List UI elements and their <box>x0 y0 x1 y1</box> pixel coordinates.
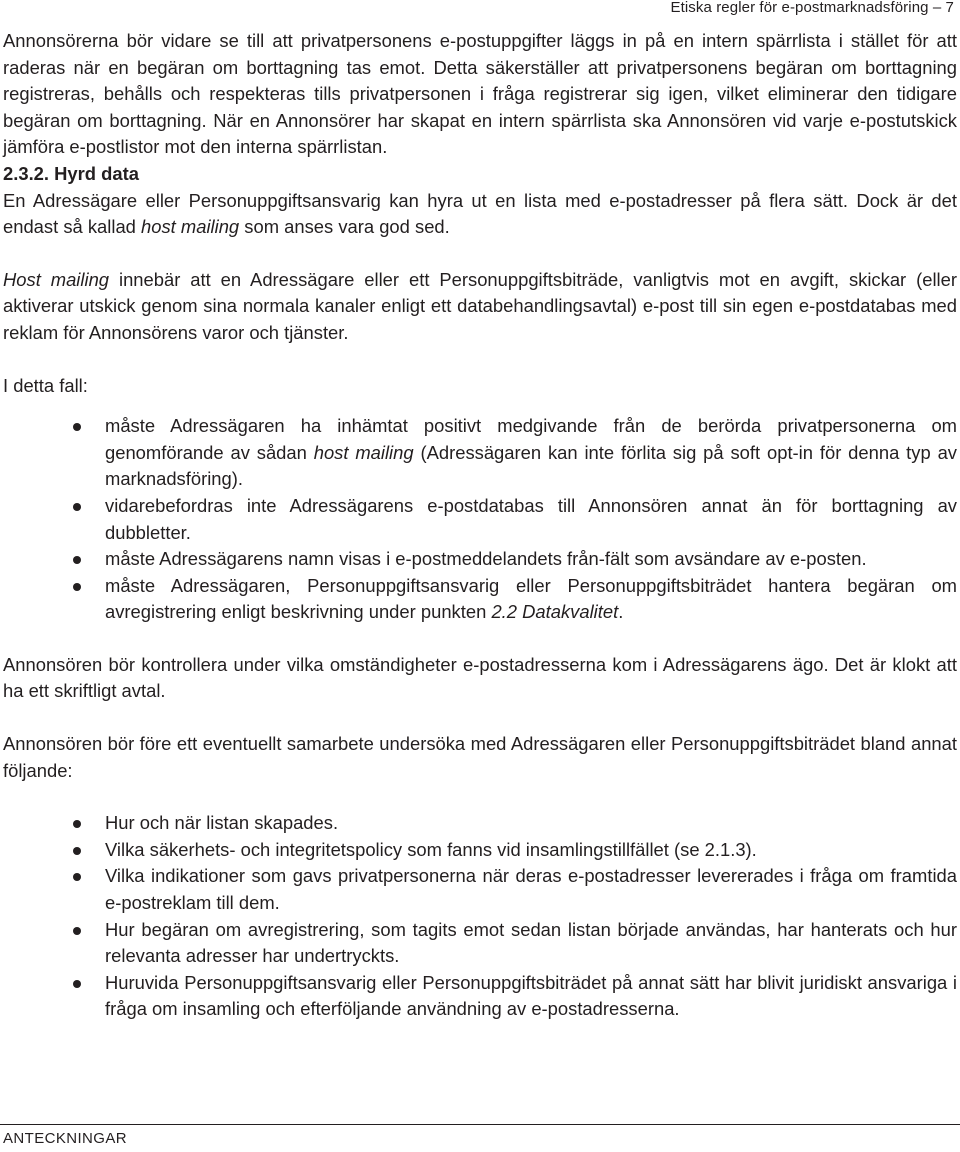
emphasis-reference: 2.2 Datakvalitet <box>491 601 619 623</box>
list-item <box>3 413 957 493</box>
list-item <box>3 493 957 546</box>
list-item <box>3 863 957 916</box>
paragraph-case-intro: I detta fall: <box>3 374 88 396</box>
bullet-icon <box>73 927 81 935</box>
text-run: (Adressägaren kan inte förlita sig på soft opt-in för denna typ av marknadsföring). <box>105 441 957 490</box>
section-heading: 2.3.2. Hyrd data <box>3 162 139 184</box>
list-item <box>3 917 957 970</box>
emphasis-host-mailing: Host mailing <box>3 268 110 290</box>
text-run: Vilka säkerhets- och integritetspolicy som fanns vid insamlingstillfället (se 2.1.3). <box>105 838 757 860</box>
text-run: Hur begäran om avregistrering, som tagits emot sedan listan började användas, har hanterats och hur relevanta adresser har undertryckts. <box>105 918 957 967</box>
list-item <box>3 546 957 573</box>
text-run: Huruvida Personuppgiftsansvarig eller Personuppgiftsbiträdet på annat sätt har blivit juridiskt ansvariga i fråga om insamling och efterföljande användning av e-postadresserna. <box>105 971 957 1020</box>
check-bullet-list <box>3 810 957 1023</box>
text-run: måste Adressägarens namn visas i e-postmeddelandets från-fält som avsändare av e-posten. <box>105 548 867 570</box>
bullet-icon <box>73 847 81 855</box>
bullet-icon <box>73 503 81 511</box>
text-run: En Adressägare eller Personuppgiftsansvarig kan hyra ut en lista med e-postadresser på flera sätt. Dock är det endast så kallad <box>3 189 957 238</box>
bullet-icon <box>73 873 81 881</box>
running-header: Etiska regler för e-postmarknadsföring – 7 <box>670 0 954 16</box>
emphasis-host-mailing: host mailing <box>141 216 240 238</box>
text-run: måste Adressägaren ha inhämtat positivt medgivande från de berörda privatpersonerna om genomförande av sådan <box>105 415 957 463</box>
list-item <box>3 970 957 1023</box>
bullet-icon <box>73 556 81 564</box>
text-run: Vilka indikationer som gavs privatpersonerna när deras e-postadresser levererades i fråga om framtida e-postreklam till dem. <box>105 865 957 914</box>
text-run: vidarebefordras inte Adressägarens e-postdatabas till Annonsören annat än för borttagning av dubbletter. <box>105 494 957 543</box>
list-item <box>3 837 957 864</box>
paragraph-check-intro: Annonsören bör före ett eventuellt samarbete undersöka med Adressägaren eller Personuppgiftsbiträdet bland annat följande: <box>3 733 957 781</box>
paragraph-suppression-list: Annonsörerna bör vidare se till att privatpersonens e-postuppgifter läggs in på en intern spärrlista i stället för att raderas när en begäran om borttagning tas emot. Detta säkerställer att privatpersonens begäran om borttagning registreras, behålls och respekteras tills privatpersonen i fråga registrerar sig igen, vilket eliminerar den tidigare begäran om borttagning. När en Annonsörer har skapat en intern spärrlista ska Annonsören vid varje e-postutskick jämföra e-postlistor mot den interna spärrlistan. <box>3 30 957 158</box>
text-run: måste Adressägaren, Personuppgiftsansvarig eller Personuppgiftsbiträdet hantera begäran om avregistrering enligt beskrivning under punkten <box>105 574 957 623</box>
text-run: innebär att en Adressägare eller ett Personuppgiftsbiträde, vanligtvis mot en avgift, skickar (eller aktiverar utskick genom sina normala kanaler enligt ett databehandlingsavtal) e-post till sin egen e-postdatabas med reklam för Annonsörens varor och tjänster. <box>3 268 957 343</box>
emphasis-host-mailing: host mailing <box>313 441 414 463</box>
text-run: Hur och när listan skapades. <box>105 812 339 834</box>
list-item <box>3 810 957 837</box>
paragraph-host-mailing <box>3 267 957 347</box>
case-bullet-list <box>3 413 957 626</box>
paragraph-rented-data-intro <box>3 188 957 241</box>
text-run: . <box>618 601 624 623</box>
text-run: som anses vara god sed. <box>239 216 450 238</box>
notes-label: ANTECKNINGAR <box>3 1130 127 1147</box>
footer-divider <box>0 1124 960 1125</box>
bullet-icon <box>73 820 81 828</box>
bullet-icon <box>73 980 81 988</box>
list-item <box>3 573 957 626</box>
page-content <box>3 28 957 1023</box>
bullet-icon <box>73 423 81 431</box>
paragraph-control: Annonsören bör kontrollera under vilka omständigheter e-postadresserna kom i Adressägarens ägo. Det är klokt att ha ett skriftligt avtal. <box>3 653 957 702</box>
bullet-icon <box>73 583 81 591</box>
